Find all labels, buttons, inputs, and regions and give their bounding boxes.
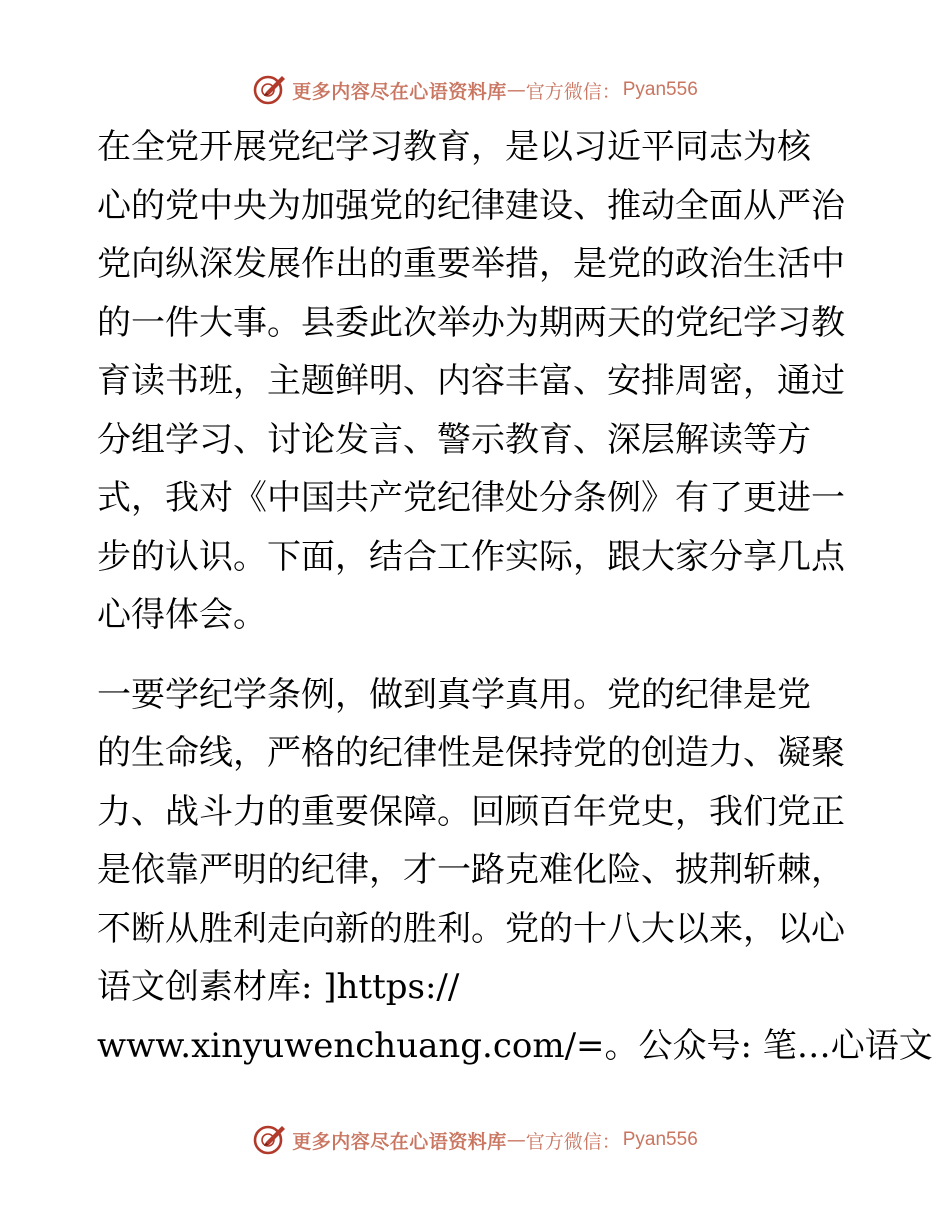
text-line: 语文创素材库: ]https://	[97, 967, 460, 1007]
text-line: 心的党中央为加强党的纪律建设、推动全面从严治	[97, 185, 845, 226]
paragraph-gap	[97, 645, 857, 666]
text-line: 育读书班，主题鲜明、内容丰富、安排周密，通过	[97, 361, 845, 401]
pen-nib-logo-icon	[252, 72, 288, 108]
pen-nib-logo-icon	[252, 1122, 288, 1158]
text-line: 在全党开展党纪学习教育，是以习近平同志为核	[97, 127, 811, 167]
header-wechat-label: 官方微信：	[525, 80, 621, 103]
paragraph-1	[97, 118, 857, 645]
header-banner-text: 更多内容尽在心语资料库	[292, 80, 507, 103]
text-line: 力、战斗力的重要保障。回顾百年党史，我们党正	[97, 791, 845, 832]
text-line: 党向纵深发展作出的重要举措，是党的政治生活中	[97, 244, 845, 284]
footer-banner-dash: —	[506, 1129, 526, 1151]
header-wechat-id: Pyan556	[622, 79, 698, 100]
text-line: 是依靠严明的纪律，才一路克难化险、披荆斩棘，	[97, 850, 845, 890]
text-line: 心得体会。	[97, 595, 267, 635]
text-line: 的一件大事。县委此次举办为期两天的党纪学习教	[97, 302, 845, 343]
text-line: 分组学习、讨论发言、警示教育、深层解读等方	[97, 419, 811, 460]
text-line: 的生命线，严格的纪律性是保持党的创造力、凝聚	[97, 733, 845, 773]
text-line: 不断从胜利走向新的胜利。党的十八大以来，以心	[97, 908, 845, 949]
text-line: www.xinyuwenchuang.com/=。公众号: 笔…心语文	[97, 1025, 933, 1066]
footer-banner-text: 更多内容尽在心语资料库	[292, 1130, 507, 1153]
footer-wechat-id: Pyan556	[622, 1129, 698, 1150]
header-banner-dash: —	[506, 79, 526, 101]
text-line: 步的认识。下面，结合工作实际，跟大家分享几点	[97, 536, 845, 577]
footer-wechat-label: 官方微信：	[525, 1130, 621, 1153]
header-banner	[0, 70, 950, 110]
footer-banner	[0, 1120, 950, 1160]
text-line: 式，我对《中国共产党纪律处分条例》有了更进一	[97, 478, 845, 518]
paragraph-2	[97, 666, 933, 1076]
document-body	[97, 118, 933, 1075]
text-line: 一要学纪学条例，做到真学真用。党的纪律是党	[97, 674, 811, 715]
